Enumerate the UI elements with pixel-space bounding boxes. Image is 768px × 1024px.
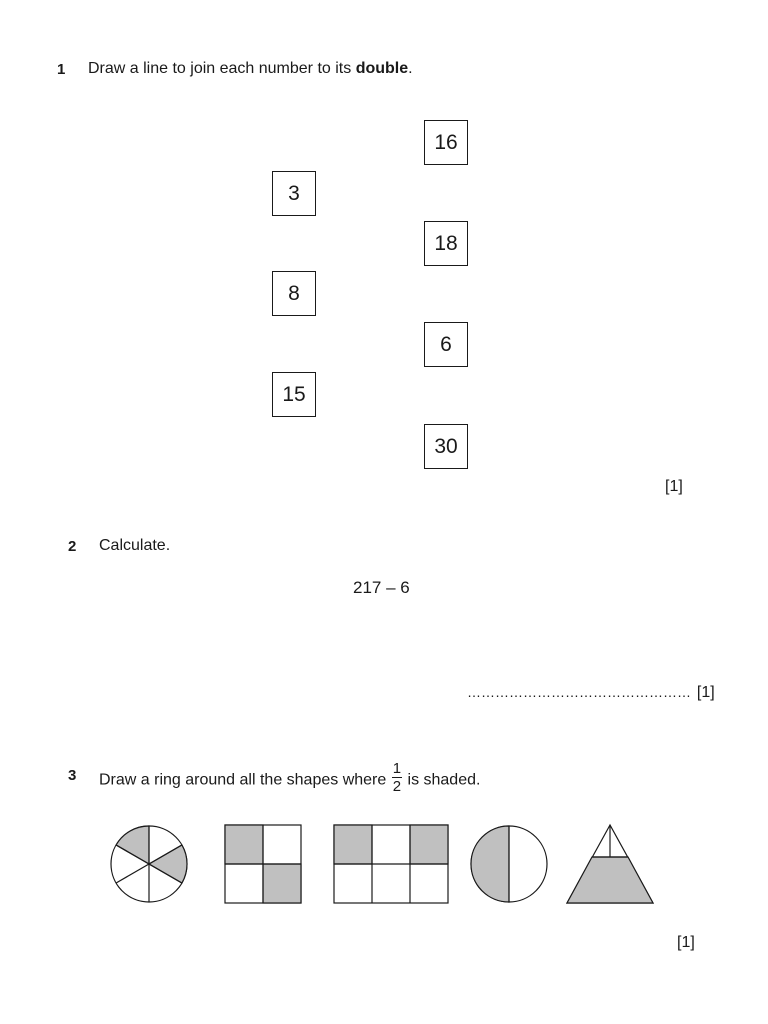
question-3-text <box>99 760 481 797</box>
left-number-box-15[interactable]: 15 <box>272 372 316 417</box>
question-1-text-end: . <box>408 60 413 77</box>
right-number-box-6[interactable]: 6 <box>424 322 468 367</box>
fraction-denominator: 2 <box>392 778 402 795</box>
square-quarters-shape[interactable] <box>224 824 304 906</box>
square-quarters-shaded-bottom-right <box>263 864 301 903</box>
circle-sixths-shape[interactable] <box>108 818 190 910</box>
answer-dots[interactable]: ………………………………………… <box>467 684 691 700</box>
rectangle-sixths-shaded-top-right <box>410 825 448 864</box>
left-number-box-3[interactable]: 3 <box>272 171 316 216</box>
question-2-text: Calculate. <box>99 537 171 554</box>
fraction-numerator: 1 <box>392 760 402 777</box>
question-3-text-start: Draw a ring around all the shapes where <box>99 771 391 789</box>
question-1-text <box>88 60 413 78</box>
triangle-split-shape[interactable] <box>565 822 657 906</box>
question-1-keyword: double <box>355 60 409 77</box>
question-1-text-start: Draw a line to join each number to its <box>88 60 356 77</box>
right-number-box-16[interactable]: 16 <box>424 120 468 165</box>
rectangle-sixths-shaded-top-left <box>334 825 372 864</box>
rectangle-sixths-shape[interactable] <box>333 824 451 906</box>
answer-line[interactable] <box>467 684 715 702</box>
question-2-number: 2 <box>68 538 77 555</box>
fraction-one-half <box>392 761 402 794</box>
question-1-marks: [1] <box>665 478 683 495</box>
question-3-marks: [1] <box>677 934 695 951</box>
square-quarters-shaded-top-left <box>225 825 263 864</box>
left-number-box-8[interactable]: 8 <box>272 271 316 316</box>
question-3-number: 3 <box>68 767 77 784</box>
right-number-box-30[interactable]: 30 <box>424 424 468 469</box>
calculation-expression: 217 – 6 <box>353 578 410 597</box>
question-2-marks: [1] <box>696 684 715 701</box>
right-number-box-18[interactable]: 18 <box>424 221 468 266</box>
circle-halves-shaded-left <box>471 826 509 902</box>
question-1-number: 1 <box>57 61 66 78</box>
question-3-text-end: is shaded. <box>403 771 481 789</box>
triangle-shaded-bottom <box>567 857 653 903</box>
circle-halves-shape[interactable] <box>469 822 549 906</box>
